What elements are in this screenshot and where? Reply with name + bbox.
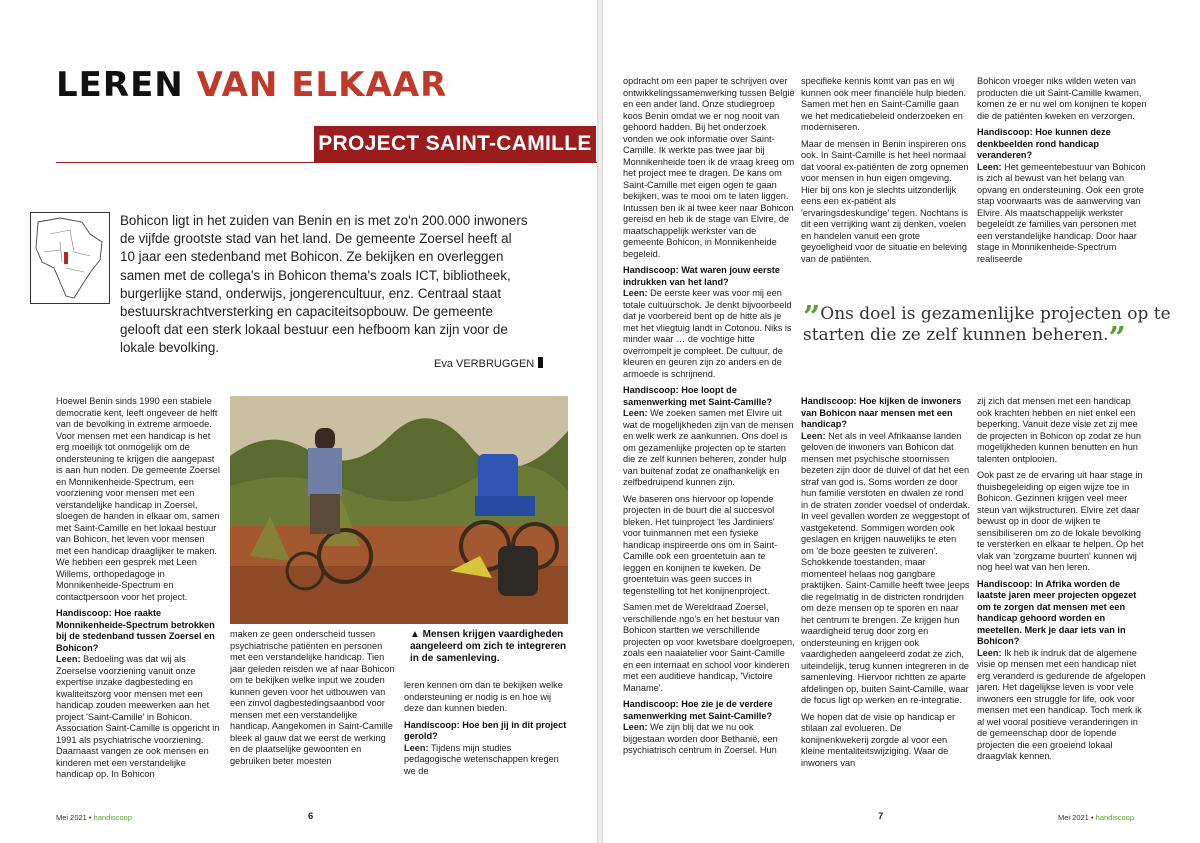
right-column-2-bottom: Handiscoop: Hoe kijken de inwoners van Bohicon naar mensen met een handicap? Leen: Net als in veel Afrikaanse landen geloven de inwoners van Bohicon dat mensen met psychische stoornissen bezeten zijn door de duivel of dat het een straf van god is. Soms worden ze door hun familie verstoten en dwalen ze rond in de straten zonder voedsel of onderdak. In veel gevallen worden ze weggestopt of vastgeketend. Sommigen worden ook geslagen en krijgen nauwelijks te eten om 'de boze geesten te zuiveren'. Schokkende toestanden, maar momenteel helaas nog gangbare praktijken. Saint-Camille heeft twee jeeps die regelmatig in de districten rondrijden om deze mensen op te sporen en naar het centrum te brengen. Ze krijgen hun waardigheid terug door zorg en ondersteuning en krijgen ook vaardigheden aangeleerd zodat ze zich, uiteindelijk, terug kunnen integreren in de samenleving. Hiervoor richtten ze aparte afdelingen op, buiten Saint-Camille, waar de focus ligt op werken en re-integratie. We hopen dat de visie op handicap er stilaan zal evolueren. De konijnenkwekerij zorgde al voor een kleine mentaliteitswijziging. Waar de inwoners van — [801, 396, 971, 768]
interview-answer: Het gemeentebestuur van Bohicon is zich al bewust van het belang van opvang en ondersteuning. Ook een grote stap voorwaarts was de aanwerving van Elvire. Als maatschappelijk werkster begeleidt ze families van personen met een verstandelijke handicap. Door haar stage in Monnikenheide-Spectrum realiseerde — [977, 161, 1146, 264]
right-column-3-top: Bohicon vroeger niks wilden weten van producten die uit Saint-Camille kwamen, komen ze er nu wel om konijnen te kopen die de patiënten kweken en verzorgen. Handiscoop: Hoe kunnen deze denkbeelden rond handicap veranderen? Leen: Het gemeentebestuur van Bohicon is zich al bewust van het belang van opvang en ondersteuning. Ook een grote stap voorwaarts was de aanwerving van Elvire. Als maatschappelijk werkster begeleidt ze families van personen met een verstandelijke handicap. Door haar stage in Monnikenheide-Spectrum realiseerde — [977, 76, 1147, 264]
interview-question: Handiscoop: Hoe zie je de verdere samenwerking met Saint-Camille? — [623, 699, 773, 721]
brand-name: handiscoop — [1095, 813, 1135, 822]
paragraph: Ook past ze de ervaring uit haar stage in thuisbegeleiding op eigen wijze toe in Bohicon. Gezinnen krijgen veel meer steun van wijkstructuren. Elvire zet daar bewust op in door de wijken te sensibiliseren om zo de lokale bevolking te versterken en elkaar te helpen. Op het vlak van 'zorgzame buurten' kunnen wij nog heel wat van hen leren. — [977, 470, 1144, 572]
paragraph: leren kennen om dan te bekijken welke ondersteuning er nodig is en hoe wij deze dan kunnen bieden. — [404, 680, 563, 713]
right-column-2-top — [801, 76, 971, 270]
interview-answer: Net als in veel Afrikaanse landen geloven de inwoners van Bohicon dat mensen met psychische stoornissen bezeten zijn door de duivel of dat het een straf van god is. Soms worden ze door hun familie verstoten en dwalen ze rond in de straten zonder voedsel of onderdak. In veel gevallen worden ze weggestopt of vastgeketend. Sommigen worden ook geslagen en krijgen nauwelijks te eten om 'de boze geesten te zuiveren'. Schokkende toestanden, maar momenteel helaas nog gangbare praktijken. Saint-Camille heeft twee jeeps die regelmatig in de districten rondrijden om deze mensen op te sporen en naar het centrum te brengen. Ze krijgen hun waardigheid terug door zorg en ondersteuning en krijgen ook vaardigheden aangeleerd zodat ze zich, uiteindelijk, terug kunnen integreren in de samenleving. Hiervoor richtten ze aparte afdelingen op, buiten Saint-Camille, waar de focus ligt op werken en re-integratie. — [801, 430, 971, 705]
paragraph: Samen met de Wereldraad Zoersel, verschillende ngo's en het bestuur van Bohicon startten we verschillende projecten op voor kwetsbare doelgroepen, zoals een naaiatelier voor Saint-Camille en een internaat en school voor kinderen met een auditieve handicap, 'Victoire Maname'. — [623, 602, 795, 693]
intro-text: Bohicon ligt in het zuiden van Benin en is met zo'n 200.000 inwoners de vijfde grootste stad van het land. De gemeente Zoersel heeft al 10 jaar een stedenband met Bohicon. Ze bekijken en overleggen samen met de collega's in Bohicon thema's zoals ICT, bibliotheek, burgerlijke stand, onderwijs, jongerencultuur, enz. Centraal staat bestuurskrachtversterking en capaciteitsopbouw. De gemeente gelooft dat een sterk lokaal bestuur een hefboom kan zijn voor de lokale bevolking. — [120, 213, 528, 356]
interview-question: Handiscoop: Hoe kunnen deze denkbeelden rond handicap veranderen? — [977, 127, 1111, 160]
page-number: 6 — [308, 811, 314, 822]
pull-quote — [803, 300, 1173, 356]
title-rule — [56, 162, 597, 163]
brand-name: handiscoop — [93, 813, 133, 822]
quote-open-mark: ” — [803, 300, 821, 335]
right-page — [603, 0, 1200, 843]
paragraph: specifieke kennis komt van pas en wij kunnen ook meer financiële hulp bieden. Samen met hen en Saint-Camille gaan we het medicatiebeleid onderzoeken en moderniseren. — [801, 76, 966, 132]
title-part1: LEREN — [56, 65, 197, 105]
benin-marker — [64, 252, 68, 264]
interview-question: Handiscoop: Hoe loopt de samenwerking met Saint-Camille? — [623, 385, 773, 407]
interview-question: Handiscoop: Hoe kijken de inwoners van Bohicon naar mensen met een handicap? — [801, 396, 962, 429]
interview-answer: De eerste keer was voor mij een totale cultuurschok. Je denkt bijvoorbeeld dat je voorbereid bent op de hitte als je met het vliegtuig landt in Cotonou. Niks is minder waar … de vochtige hitte overrompelt je compleet. De cultuur, de kleuren en geuren zijn zo anders en de armoede is schrijnend. — [623, 288, 792, 379]
paragraph: Bohicon vroeger niks wilden weten van producten die uit Saint-Camille kwamen, komen ze er nu wel om konijnen te kopen die de patiënten kweken en verzorgen. — [977, 76, 1147, 121]
left-column-2 — [230, 629, 398, 772]
photo-caption: ▲ Mensen krijgen vaardigheden aangeleerd om zich te integreren in de samenleving. — [410, 629, 567, 664]
paragraph: Hoewel Benin sinds 1990 een stabiele democratie kent, leeft ongeveer de helft van de bevolking in extreme armoede. Voor mensen met een handicap is het erg moeilijk tot onmogelijk om de ondersteuning te krijgen die aangepast is aan hun noden. De gemeente Zoersel en Monnikenheide-Spectrum, een voorziening voor mensen met een verstandelijke handicap in Zoersel, sloegen de handen in elkaar om, samen met Saint-Camille en het lokaal bestuur van Bohicon, het leven voor mensen met een handicap draaglijker te maken. We hebben een gesprek met Leen Willems, orthopedagoge in Monnikenheide-Spectrum en contactpersoon voor het project. — [56, 396, 220, 602]
paragraph: opdracht om een paper te schrijven over ontwikkelingssamenwerking tussen België en een ander land. Onze studiegroep koos Benin omdat we er nog nooit van gehoord hadden. Bij het onderzoek vonden we ook informatie over Saint-Camille. Ik werkte pas twee jaar bij Monnikenheide toen ik de vraag kreeg om het project mee te dragen. De kans om Saint-Camille met eigen ogen te gaan bekijken, was te mooi om te laten liggen. Intussen ben ik al twee keer naar Bohicon gereisd en heb ik de stage van Elvire, de maatschappelijk werkster van de gemeente Bohicon, in Monnikenheide begeleid. — [623, 76, 795, 259]
pull-quote-text: Ons doel is gezamenlijke projecten op te starten die ze zelf kunnen beheren. — [803, 304, 1171, 345]
author-byline: Eva VERBRUGGEN — [434, 357, 543, 370]
interview-answer: We zoeken samen met Elvire uit wat de mogelijkheden zijn van de mensen en welk werk ze aankunnen. Ons doel is om gezamenlijke projecten op te starten die ze zelf kunnen beheren, zonder hulp van buitenaf zodat ze onafhankelijk en zelfbedruipend kunnen zijn. — [623, 408, 794, 487]
paragraph: Maar de mensen in Benin inspireren ons ook. In Saint-Camille is het heel normaal dat vooral ex-patiënten de zorg opnemen voor mensen in hun eigen omgeving. Hier bij ons kon je slechts uitzonderlijk eens een ex-patiënt als 'ervaringsdeskundige' tegen. Nochtans is dit een verrijking want zij denken, voelen en handelen vanuit een grote geyoeligheid voor de situatie en beleving van de patiënten. — [801, 138, 969, 264]
paragraph: zij zich dat mensen met een handicap ook krachten hebben en niet enkel een beperking. Vanuit deze visie zet zij mee de projecten in Bohicon op zodat ze hun mogelijkheden kunnen benutten en hun talenten ontplooien. — [977, 396, 1141, 464]
right-column-1: opdracht om een paper te schrijven over ontwikkelingssamenwerking tussen België en een ander land. Onze studiegroep koos Benin omdat we er nog nooit van gehoord hadden. Bij het onderzoek vonden we ook informatie over Saint-Camille. Ik werkte pas twee jaar bij Monnikenheide toen ik de vraag kreeg om het project mee te dragen. De kans om Saint-Camille met eigen ogen te gaan bekijken, was te mooi om te laten liggen. Intussen ben ik al twee keer naar Bohicon gereisd en heb ik de stage van Elvire, de maatschappelijk werkster van de gemeente Bohicon, in Monnikenheide begeleid. Handiscoop: Wat waren jouw eerste indrukken van het land? Leen: De eerste keer was voor mij een totale cultuurschok. Je denkt bijvoorbeeld dat je voorbereid bent op de hitte als je met het vliegtuig landt in Cotonou. Niks is minder waar … de vochtige hitte overrompelt je compleet. De cultuur, de kleuren en geuren zijn zo anders en de armoede is schrijnend. Handiscoop: Hoe loopt de samenwerking met Saint-Camille? Leen: We zoeken samen met Elvire uit wat de mogelijkheden zijn van de mensen en welk werk ze aankunnen. Ons doel is om gezamenlijke projecten op te starten die ze zelf kunnen beheren, zonder hulp van buitenaf zodat ze onafhankelijk en zelfbedruipend kunnen zijn. We baseren ons hiervoor op lopende projecten in de buurt die al succesvol bleken. Het tuinproject 'les Jardiniers' voor tuinmannen met een fysieke handicap inspireerde ons om in Saint-Camille ook een groentetuin aan te leggen en konijnen te kweken. De groentetuin was geen succes in tegenstelling tot het konijnenproject. Samen met de Wereldraad Zoersel, verschillende ngo's en het bestuur van Bohicon startten we verschillende projecten op voor kwetsbare doelgroepen, zoals een naaiatelier voor Saint-Camille en een internaat en school voor kinderen met een auditieve handicap, 'Victoire Maname'. Handiscoop: Hoe zie je de verdere samenwerking met Saint-Camille? Leen: We zijn blij dat we nu ook bijgestaan worden door Bethanië, een psychiatrisch centrum in Zoersel. Hun — [623, 76, 795, 755]
quote-close-mark: ” — [1108, 321, 1126, 356]
footer-left: Mei 2021 • handiscoop — [56, 813, 133, 822]
paragraph: We hopen dat de visie op handicap er stilaan zal evolueren. De konijnenkwekerij zorgde al voor een kleine mentaliteitswijziging. Waar de inwoners van — [801, 711, 956, 768]
interview-answer: Bedoeling was dat wij als Zoerselse voorziening vanuit onze expertise inzake dagbesteding en kwaliteitszorg voor mensen met een handicap zouden meewerken aan het project 'Saint-Camille' in Bohicon. Association Saint-Camille is opgericht in 1991 als psychiatrische voorziening. Daarnaast vangen ze ook mensen en kinderen met een verstandelijke handicap op. In Bohicon — [56, 654, 220, 779]
project-label: PROJECT SAINT-CAMILLE — [314, 126, 596, 162]
interview-answer: We zijn blij dat we nu ook bijgestaan worden door Bethanië, een psychiatrisch centrum in Zoersel. Hun — [623, 722, 778, 755]
footer-right: Mei 2021 • handiscoop — [1058, 813, 1135, 822]
right-column-3-bottom: zij zich dat mensen met een handicap ook krachten hebben en niet enkel een beperking. Vanuit deze visie zet zij mee de projecten in Bohicon op zodat ze hun mogelijkheden kunnen benutten en hun talenten ontplooien. Ook past ze de ervaring uit haar stage in thuisbegeleiding op eigen wijze toe in Bohicon. Gezinnen krijgen veel meer steun van wijkstructuren. Elvire zet daar bewust op in door de wijken te sensibiliseren om zo de lokale bevolking te versterken en elkaar te helpen. Op het vlak van 'zorgzame buurten' kunnen wij nog heel wat van hen leren. Handiscoop: In Afrika worden de laatste jaren meer projecten opgezet om te zorgen dat mensen met een handicap gehoord worden en meetellen. Merk je daar iets van in Bohicon? Leen: Ik heb ik indruk dat de algemene visie op mensen met een handicap niet erg veranderd is gedurende de afgelopen jaren. Het dagelijkse leven is voor vele inwoners een struggle for life, ook voor mensen met een handicap. Toch merk ik al wel vooral positieve veranderingen in de gemeenschap door de lopende projecten die een groeiend lokaal draagvlak kennen. — [977, 396, 1146, 761]
left-column-1: Hoewel Benin sinds 1990 een stabiele democratie kent, leeft ongeveer de helft van de bevolking in extreme armoede. Voor mensen met een handicap is het erg moeilijk tot onmogelijk om de ondersteuning te krijgen die aangepast is aan hun noden. De gemeente Zoersel en Monnikenheide-Spectrum, een voorziening voor mensen met een verstandelijke handicap in Zoersel, sloegen de handen in elkaar om, samen met Saint-Camille en het lokaal bestuur van Bohicon, het leven voor mensen met een handicap draaglijker te maken. We hebben een gesprek met Leen Willems, orthopedagoge in Monnikenheide-Spectrum en contactpersoon voor het project. Handiscoop: Hoe raakte Monnikenheide-Spectrum betrokken bij de stedenband tussen Zoersel en Bohicon? Leen: Bedoeling was dat wij als Zoerselse voorziening vanuit onze expertise inzake dagbesteding en kwaliteitszorg voor mensen met een handicap zouden meewerken aan het project 'Saint-Camille' in Bohicon. Association Saint-Camille is opgericht in 1991 als psychiatrische voorziening. Daarnaast vangen ze ook mensen en kinderen met een verstandelijke handicap op. In Bohicon — [56, 396, 222, 786]
interview-question: Handiscoop: In Afrika worden de laatste jaren meer projecten opgezet om te zorgen dat mensen met een handicap gehoord worden en meetellen. Merk je daar iets van in Bohicon? — [977, 578, 1137, 646]
interview-answer: Ik heb ik indruk dat de algemene visie op mensen met een handicap niet erg veranderd is gedurende de afgelopen jaren. Het dagelijkse leven is voor vele inwoners een struggle for life, ook voor mensen met een handicap. Toch merk ik al wel vooral positieve veranderingen in de gemeenschap door de lopende projecten die een groeiend lokaal draagvlak kennen. — [977, 647, 1146, 761]
africa-map-icon — [30, 212, 110, 304]
interview-answer: Tijdens mijn studies pedagogische wetenschappen kregen we de — [404, 742, 559, 776]
title-part2: VAN ELKAAR — [196, 65, 448, 105]
paragraph: We baseren ons hiervoor op lopende projecten in de buurt die al succesvol bleken. Het tuinproject 'les Jardiniers' voor tuinmannen met een fysieke handicap inspireerde ons om in Saint-Camille ook een groentetuin aan te leggen en konijnen te kweken. De groentetuin was geen succes in tegenstelling tot het konijnenproject. — [623, 493, 778, 596]
article-title — [56, 65, 448, 105]
interview-question: Handiscoop: Wat waren jouw eerste indrukken van het land? — [623, 265, 780, 287]
article-photo — [230, 396, 568, 624]
page-number: 7 — [878, 811, 884, 822]
interview-question: Handiscoop: Hoe raakte Monnikenheide-Spectrum betrokken bij de stedenband tussen Zoersel en Bohicon? — [56, 608, 215, 653]
left-page — [0, 0, 597, 843]
interview-question: Handiscoop: Hoe ben jij in dit project gerold? — [404, 719, 567, 741]
left-column-3: leren kennen om dan te bekijken welke ondersteuning er nodig is en hoe wij deze dan kunnen bieden. Handiscoop: Hoe ben jij in dit project gerold? Leen: Tijdens mijn studies pedagogische wetenschappen kregen we de — [404, 680, 570, 782]
paragraph: maken ze geen onderscheid tussen psychiatrische patiënten en personen met een verstandelijke handicap. Tien jaar geleden reisden we af naar Bohicon om te bekijken welke input we zouden kunnen geven voor het uitbouwen van een zinvol dagbestedingsaanbod voor mensen met een verstandelijke handicap. Aangekomen in Saint-Camille bleek al gauw dat we eerst de werking en de plaatselijke gewoonten en gebruiken beter moesten — [230, 629, 395, 766]
